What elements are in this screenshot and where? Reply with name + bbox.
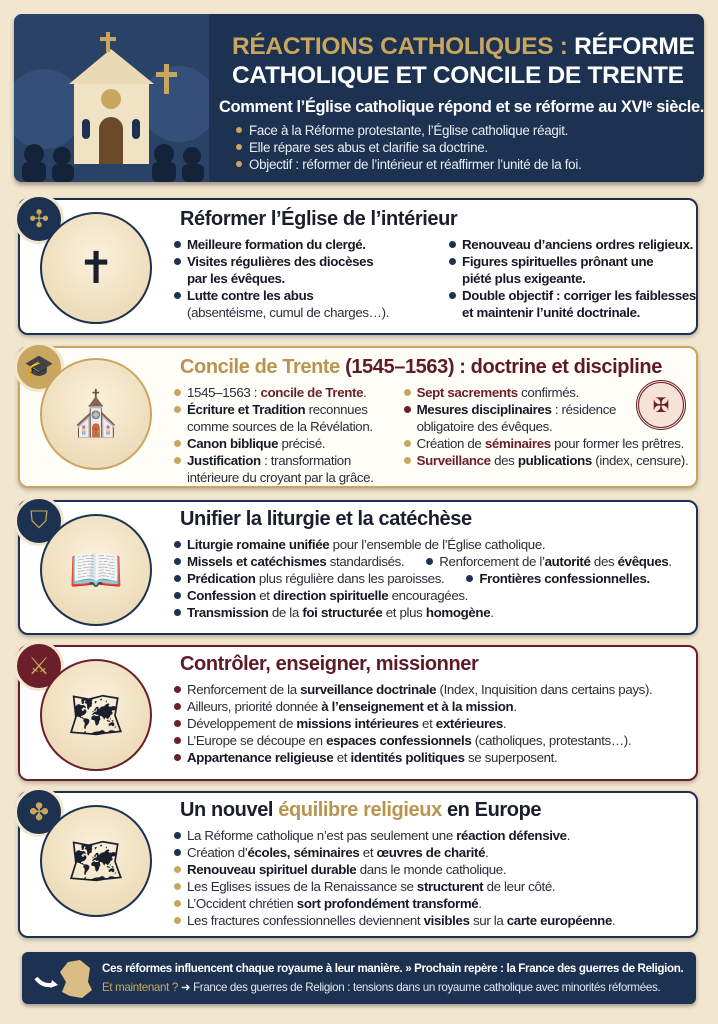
bullet-item xyxy=(174,553,404,570)
text-segment: Frontières confessionnelles. xyxy=(479,571,650,586)
text-segment: Figures spirituelles prônant une xyxy=(462,254,654,269)
bullet-dot-icon xyxy=(426,558,433,565)
text-segment: : résidence xyxy=(551,402,617,417)
bullet-column xyxy=(174,236,389,321)
bullet-dot-icon xyxy=(174,457,181,464)
bullet-row xyxy=(174,587,672,604)
text-segment: . xyxy=(490,605,494,620)
bishop-icon: ✝ xyxy=(40,212,152,324)
bullet-item xyxy=(174,587,468,604)
council-icon: ⛪ xyxy=(40,358,152,470)
text-segment: (1545–1563) : doctrine et discipline xyxy=(345,356,662,378)
card-title xyxy=(180,799,541,822)
bullet-dot-icon xyxy=(449,258,456,265)
page-title xyxy=(232,32,702,90)
intro-list xyxy=(236,122,581,173)
europe-map-icon: 🗺 xyxy=(40,659,152,771)
text-segment: obligatoire des évêques. xyxy=(416,419,553,434)
card-equilibre xyxy=(18,791,698,938)
bullet-continuation xyxy=(174,469,374,486)
text-segment: et xyxy=(333,750,351,765)
bullet-item xyxy=(174,844,488,861)
bullet-row xyxy=(174,895,615,912)
footer-line-1: Ces réformes influencent chaque royaume à leur manière. » Prochain repère : la France des guerres de Religion. xyxy=(102,962,684,975)
bullet-dot-icon xyxy=(404,457,411,464)
france-map-icon xyxy=(32,958,96,1000)
text-segment: à l’enseignement et à la mission xyxy=(321,699,514,714)
bullet-row xyxy=(174,827,615,844)
text-segment: Création de xyxy=(416,436,485,451)
text-segment: écoles, séminaires xyxy=(247,845,360,860)
bullet-row xyxy=(174,844,615,861)
bullet-item xyxy=(449,287,696,321)
bullet-continuation xyxy=(449,270,696,287)
bullet-item xyxy=(174,604,494,621)
footer-banner xyxy=(22,952,696,1004)
text-segment: sort profondément transformé xyxy=(296,896,479,911)
bullet-continuation xyxy=(174,418,374,435)
bullet-row xyxy=(174,681,652,698)
graduation-cap-icon: 🎓 xyxy=(14,342,64,392)
text-segment: foi structurée xyxy=(302,605,383,620)
text-segment: La Réforme catholique n’est pas seulement une xyxy=(187,828,457,843)
text-segment: (catholiques, protestants…). xyxy=(471,733,632,748)
compass-icon: ✣ xyxy=(14,194,64,244)
bullet-item xyxy=(174,435,374,452)
text-segment: Réformer l’Église de l’intérieur xyxy=(180,208,458,230)
bullet-dot-icon xyxy=(174,241,181,248)
text-segment: pour former les prêtres. xyxy=(550,436,684,451)
bullet-item xyxy=(174,401,374,435)
missal-icon: 📖 xyxy=(40,514,152,626)
bullet-continuation xyxy=(174,270,389,287)
text-segment: et plus xyxy=(382,605,426,620)
bullet-item xyxy=(174,253,389,287)
title-white-part: RÉFORME CATHOLIQUE ET CONCILE DE TRENTE xyxy=(232,33,695,89)
intro-bullet: Elle répare ses abus et clarifie sa doctrine. xyxy=(236,139,581,156)
text-segment: Canon biblique xyxy=(187,436,279,451)
text-segment: Mesures disciplinaires xyxy=(416,402,552,417)
bullet-row xyxy=(174,861,615,878)
bullet-item xyxy=(174,861,506,878)
text-segment: Missels et catéchismes xyxy=(187,554,327,569)
text-segment: surveillance doctrinale xyxy=(300,682,437,697)
text-segment: : transformation xyxy=(260,453,351,468)
bullet-row xyxy=(174,698,652,715)
text-segment: et maintenir l’unité doctrinale. xyxy=(462,305,640,320)
bullet-dot-icon xyxy=(174,609,181,616)
text-segment: . xyxy=(363,385,367,400)
bullet-dot-icon xyxy=(174,292,181,299)
crossed-swords-icon: ⚔ xyxy=(14,641,64,691)
text-segment: visibles xyxy=(423,913,470,928)
bullet-row xyxy=(174,715,652,732)
bullet-row xyxy=(174,536,672,553)
text-segment: Renouveau spirituel durable xyxy=(187,862,357,877)
text-segment: Double objectif : corriger les faiblesses xyxy=(462,288,696,303)
bullet-continuation xyxy=(449,304,696,321)
text-segment: plus régulière dans les paroisses. xyxy=(255,571,445,586)
text-segment: . xyxy=(485,845,489,860)
card-title xyxy=(180,208,457,231)
card-controler xyxy=(18,645,698,781)
text-segment: Appartenance religieuse xyxy=(187,750,334,765)
text-segment: et xyxy=(418,716,436,731)
text-segment: Lutte contre les abus xyxy=(187,288,314,303)
text-segment: par les évêques. xyxy=(187,271,285,286)
text-segment: 1545–1563 : xyxy=(187,385,261,400)
bullet-column xyxy=(174,384,374,486)
bullet-dot-icon xyxy=(174,686,181,693)
footer-line-2 xyxy=(102,980,660,994)
text-segment: se superposent. xyxy=(464,750,558,765)
bullet-item xyxy=(174,749,557,766)
text-segment: équilibre religieux xyxy=(278,799,442,821)
puzzle-icon: ✤ xyxy=(14,787,64,837)
bullet-list xyxy=(174,236,696,321)
text-segment: intérieure du croyant par la grâce. xyxy=(187,470,374,485)
text-segment: œuvres de charité xyxy=(376,845,486,860)
bullet-dot-icon xyxy=(174,883,181,890)
bullet-item xyxy=(426,553,672,570)
text-segment: . xyxy=(502,716,507,731)
bullet-item xyxy=(174,384,374,401)
text-segment: piété plus exigeante. xyxy=(462,271,586,286)
text-segment: structurent xyxy=(416,879,484,894)
intro-bullet: Objectif : réformer de l’intérieur et réaffirmer l’unité de la foi. xyxy=(236,156,581,173)
text-segment: carte européenne xyxy=(506,913,612,928)
text-segment: L’Europe se découpe en xyxy=(187,733,327,748)
shield-icon: ⛉ xyxy=(14,496,64,546)
text-segment: . xyxy=(611,913,616,928)
bullet-dot-icon xyxy=(174,737,181,744)
bullet-row xyxy=(174,553,672,570)
bullet-item xyxy=(174,452,374,486)
text-segment: des xyxy=(490,453,518,468)
bullet-dot-icon xyxy=(449,241,456,248)
bullet-list xyxy=(174,384,688,486)
text-segment: (absentéisme, cumul de charges…). xyxy=(187,305,390,320)
bullet-dot-icon xyxy=(174,703,181,710)
bullet-item xyxy=(174,895,482,912)
text-segment: et xyxy=(359,845,377,860)
text-segment: Un nouvel xyxy=(180,799,279,821)
text-segment: Prédication xyxy=(187,571,256,586)
text-segment: sur la xyxy=(469,913,507,928)
page-subtitle: Comment l’Église catholique répond et se réforme au XVIᵉ siècle. xyxy=(219,98,704,116)
bullet-row xyxy=(174,878,615,895)
bullet-dot-icon xyxy=(466,575,473,582)
text-segment: évêques xyxy=(617,554,669,569)
text-segment: Création d’ xyxy=(187,845,248,860)
text-segment: Les Eglises issues de la Renaissance se xyxy=(187,879,417,894)
text-segment: précisé. xyxy=(278,436,326,451)
bullet-item xyxy=(174,536,545,553)
text-segment: Renforcement de la xyxy=(187,682,301,697)
bullet-item xyxy=(174,715,506,732)
text-segment: comme sources de la Révélation. xyxy=(187,419,373,434)
bullet-item xyxy=(174,912,615,929)
bullet-item xyxy=(174,698,517,715)
bullet-item xyxy=(174,732,631,749)
text-segment: . xyxy=(513,699,517,714)
bullet-column xyxy=(449,236,696,321)
footer-next-label: Et maintenant ? xyxy=(102,981,178,994)
text-segment: Meilleure formation du clergé. xyxy=(187,237,366,252)
text-segment: de la xyxy=(268,605,303,620)
bullet-dot-icon xyxy=(174,917,181,924)
bullet-continuation xyxy=(174,304,389,321)
text-segment: Confession xyxy=(187,588,256,603)
bullet-dot-icon xyxy=(404,389,411,396)
text-segment: Concile de Trente xyxy=(180,356,346,378)
text-segment: Ailleurs, priorité donnée xyxy=(187,699,322,714)
text-segment: dans le monde catholique. xyxy=(356,862,507,877)
bullet-dot-icon xyxy=(174,832,181,839)
text-segment: (index, censure). xyxy=(591,453,689,468)
text-segment: Renforcement de l’ xyxy=(439,554,545,569)
card-title xyxy=(180,356,662,379)
text-segment: Développement de xyxy=(187,716,297,731)
text-segment: . xyxy=(566,828,571,843)
text-segment: espaces confessionnels xyxy=(326,733,472,748)
text-segment: standardisés. xyxy=(326,554,405,569)
text-segment: Visites régulières des diocèses xyxy=(187,254,374,269)
text-segment: identités politiques xyxy=(350,750,465,765)
header-banner xyxy=(14,14,704,182)
bullet-dot-icon xyxy=(174,900,181,907)
bullet-row xyxy=(174,912,615,929)
text-segment: pour l’ensemble de l’Église catholique. xyxy=(329,537,546,552)
title-gold-part: RÉACTIONS CATHOLIQUES : xyxy=(232,33,568,60)
text-segment: Justification xyxy=(187,453,261,468)
text-segment: (Index, Inquisition dans certains pays). xyxy=(436,682,653,697)
bullet-row xyxy=(174,749,652,766)
bullet-item xyxy=(174,681,652,698)
text-segment: et xyxy=(255,588,273,603)
card-reformer xyxy=(18,198,698,335)
text-segment: direction spirituelle xyxy=(272,588,389,603)
bullet-row xyxy=(174,604,672,621)
europe-map-icon: 🗺 xyxy=(40,805,152,917)
bullet-item xyxy=(174,827,570,844)
bullet-dot-icon xyxy=(174,541,181,548)
seal-icon: ✠ xyxy=(636,380,686,430)
bullet-dot-icon xyxy=(174,558,181,565)
bullet-dot-icon xyxy=(404,440,411,447)
text-segment: Écriture et Tradition xyxy=(187,402,306,417)
bullet-item xyxy=(404,435,689,452)
text-segment: Transmission xyxy=(187,605,269,620)
bullet-dot-icon xyxy=(174,440,181,447)
text-segment: des xyxy=(590,554,618,569)
text-segment: homogène xyxy=(425,605,491,620)
footer-next-text: ➜ France des guerres de Religion : tensions dans un royaume catholique avec minorités réformées. xyxy=(177,981,661,994)
text-segment: encouragées. xyxy=(388,588,469,603)
bullet-row xyxy=(174,732,652,749)
bullet-dot-icon xyxy=(174,406,181,413)
card-title xyxy=(180,653,478,676)
bullet-dot-icon xyxy=(174,754,181,761)
bullet-list xyxy=(174,681,652,766)
text-segment: Liturgie romaine unifiée xyxy=(187,537,330,552)
text-segment: en Europe xyxy=(441,799,542,821)
bullet-row xyxy=(174,570,672,587)
text-segment: concile de Trente xyxy=(260,385,364,400)
text-segment: reconnues xyxy=(305,402,368,417)
bullet-dot-icon xyxy=(174,389,181,396)
bullet-item xyxy=(466,570,650,587)
bullet-list xyxy=(174,536,672,621)
card-concile xyxy=(18,346,698,488)
text-segment: autorité xyxy=(544,554,591,569)
text-segment: confirmés. xyxy=(517,385,579,400)
text-segment: Sept sacrements xyxy=(416,385,518,400)
bullet-dot-icon xyxy=(404,406,411,413)
bullet-dot-icon xyxy=(174,592,181,599)
text-segment: Contrôler, enseigner, missionner xyxy=(180,653,479,675)
text-segment: réaction défensive xyxy=(456,828,567,843)
bullet-item xyxy=(449,253,696,287)
bullet-item xyxy=(174,570,444,587)
text-segment: . xyxy=(668,554,672,569)
text-segment: Renouveau d’anciens ordres religieux. xyxy=(462,237,693,252)
bullet-dot-icon xyxy=(449,292,456,299)
bullet-item xyxy=(174,287,389,321)
bullet-item xyxy=(174,236,389,253)
bullet-item xyxy=(404,452,689,469)
bullet-list xyxy=(174,827,615,929)
bullet-dot-icon xyxy=(174,849,181,856)
intro-bullet: Face à la Réforme protestante, l’Église catholique réagit. xyxy=(236,122,581,139)
bullet-dot-icon xyxy=(174,866,181,873)
text-segment: séminaires xyxy=(484,436,551,451)
bullet-dot-icon xyxy=(174,258,181,265)
text-segment: Les fractures confessionnelles deviennent xyxy=(187,913,424,928)
bullet-dot-icon xyxy=(174,575,181,582)
text-segment: extérieures xyxy=(435,716,503,731)
church-illustration-icon xyxy=(14,14,209,182)
text-segment: Surveillance xyxy=(416,453,491,468)
text-segment: L’Occident chrétien xyxy=(187,896,297,911)
text-segment: . xyxy=(478,896,482,911)
text-segment: Unifier la liturgie et la catéchèse xyxy=(180,508,472,530)
bullet-item xyxy=(174,878,555,895)
text-segment: publications xyxy=(517,453,592,468)
text-segment: missions intérieures xyxy=(296,716,419,731)
card-title xyxy=(180,508,472,531)
text-segment: de leur côté. xyxy=(483,879,556,894)
bullet-dot-icon xyxy=(174,720,181,727)
card-liturgie xyxy=(18,500,698,635)
bullet-item xyxy=(449,236,696,253)
